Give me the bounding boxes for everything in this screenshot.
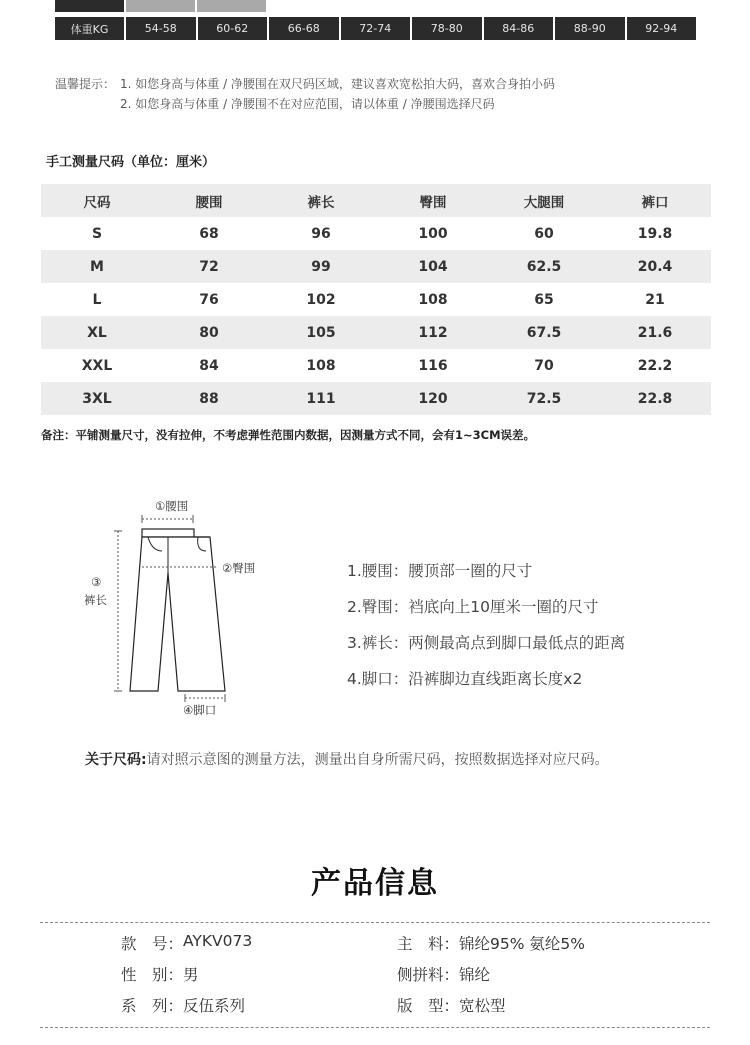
tips-line-2: 2. 如您身高与体重 / 净腰围不在对应范围，请以体重 / 净腰围选择尺码 [120,97,495,111]
table-row [41,217,711,250]
table-header: 裤口 [641,194,669,211]
size-table [41,184,711,415]
table-cell: 65 [534,291,554,308]
info-side-material: 侧拼料： 锦纶 [397,966,491,984]
table-cell: 22.8 [637,390,673,407]
info-gender: 性 别： 男 [121,966,199,984]
weight-row [55,17,696,40]
weight-value: 88-90 [555,17,625,40]
label-length-num: ③ [91,575,102,589]
table-cell: 112 [418,324,448,341]
table-cell: 68 [199,225,219,242]
definition-length: 3.裤长：两侧最高点到脚口最低点的距离 [347,634,626,652]
info-series: 系 列： 反伍系列 [121,997,246,1015]
table-cell: 102 [306,291,336,308]
table-cell: 84 [199,357,219,374]
table-header-row [41,184,711,217]
table-title: 手工测量尺码（单位：厘米） [46,155,216,170]
table-cell: 108 [306,357,336,374]
table-cell: 100 [418,225,448,242]
table-cell: M [90,258,104,275]
table-cell: 21.6 [637,324,673,341]
table-cell: 111 [306,390,336,407]
table-cell: 108 [418,291,448,308]
label-waist: ①腰围 [155,499,189,513]
definition-hip: 2.臀围：裆底向上10厘米一圈的尺寸 [347,598,599,616]
table-header: 裤长 [307,194,335,211]
table-cell: 70 [534,357,554,374]
weight-value: 92-94 [627,17,697,40]
table-row [41,349,711,382]
table-cell: 19.8 [637,225,673,242]
table-cell: 21 [645,291,665,308]
table-row [41,316,711,349]
info-fit: 版 型： 宽松型 [397,997,506,1015]
weight-value: 84-86 [484,17,554,40]
table-cell: XXL [81,357,113,374]
label-hip: ②臀围 [222,561,256,575]
about-label: 关于尺码: [85,752,147,768]
table-cell: 105 [306,324,336,341]
table-cell: 72.5 [526,390,562,407]
table-row [41,382,711,415]
definition-hem: 4.脚口：沿裤脚边直线距离长度x2 [347,670,583,688]
table-cell: 20.4 [637,258,673,275]
swatch-dark [55,0,124,12]
table-cell: 116 [418,357,448,374]
table-cell: 22.2 [637,357,673,374]
label-length: 裤长 [84,593,107,607]
info-main-material: 主 料： 锦纶95% 氨纶5% [397,935,585,953]
table-header: 大腿围 [523,194,565,211]
tips-line-1: 1. 如您身高与体重 / 净腰围在双尺码区域，建议喜欢宽松拍大码，喜欢合身拍小码 [120,77,555,91]
table-row [41,250,711,283]
table-note: 备注：平铺测量尺寸，没有拉伸，不考虑弹性范围内数据，因测量方式不同，会有1~3CM误差。 [41,428,536,442]
table-header: 尺码 [83,194,111,211]
weight-value: 72-74 [341,17,411,40]
weight-value: 66-68 [269,17,339,40]
product-info-title: 产品信息 [311,866,439,901]
swatch-gray-2 [197,0,266,12]
table-cell: 67.5 [526,324,562,341]
tips-label: 温馨提示： [55,77,116,91]
divider-bottom [40,1027,710,1028]
table-row [41,283,711,316]
info-style-no: 款 号： AYKV073 [121,932,253,953]
weight-value: 60-62 [198,17,268,40]
swatch-gray-1 [126,0,195,12]
table-cell: 60 [534,225,554,242]
table-cell: 96 [311,225,331,242]
measurement-definitions [347,553,625,697]
table-cell: 104 [418,258,448,275]
about-text: 请对照示意图的测量方法，测量出自身所需尺码，按照数据选择对应尺码。 [146,752,609,768]
table-cell: L [92,291,102,308]
size-tips [55,74,555,114]
table-cell: 72 [199,258,219,275]
table-cell: 76 [199,291,219,308]
table-cell: 120 [418,390,448,407]
table-cell: 3XL [82,390,112,407]
label-hem: ④脚口 [183,703,217,717]
table-cell: S [91,225,103,242]
table-cell: XL [87,324,107,341]
table-cell: 88 [199,390,219,407]
table-cell: 99 [311,258,331,275]
definition-waist: 1.腰围：腰顶部一圈的尺寸 [347,562,533,580]
pants-illustration [80,495,280,720]
weight-value: 78-80 [412,17,482,40]
table-cell: 62.5 [526,258,562,275]
divider-top [40,922,710,923]
table-header: 臀围 [419,194,447,211]
table-header: 腰围 [195,194,223,211]
table-cell: 80 [199,324,219,341]
weight-label: 体重KG [55,17,124,40]
about-size [85,746,675,775]
pants-diagram [80,495,280,720]
weight-value: 54-58 [126,17,196,40]
